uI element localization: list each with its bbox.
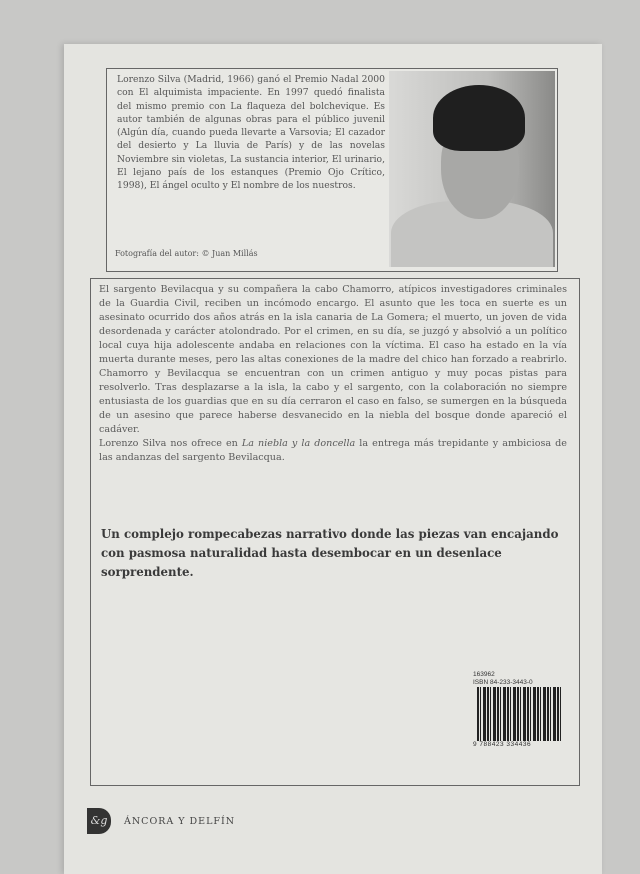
- author-bio: Lorenzo Silva (Madrid, 1966) ganó el Premio Nadal 2000 con El alquimista impaciente. En 1997 quedó finalista del mismo premio con La flaqueza del bolchevique. Es autor también de algunas obras para el público juvenil (Algún día, cuando pueda llevarte a Varsovia; El cazador del desierto y La lluvia de París) y de las novelas Noviembre sin violetas, La sustancia interior, El urinario, El lejano país de los estanques (Premio Ojo Crítico, 1998), El ángel oculto y El nombre de los nuestros.: [117, 74, 385, 192]
- synopsis-paragraph-2-start: Lorenzo Silva nos ofrece en: [99, 438, 242, 449]
- product-code: 163962: [473, 671, 495, 678]
- barcode-digits: 9 788423 334436: [473, 741, 532, 748]
- synopsis: [99, 283, 567, 465]
- synopsis-box: [90, 278, 580, 786]
- tagline: Un complejo rompecabezas narrativo donde las piezas van encajando con pasmosa naturalidad hasta desembocar en un desenlace sorprendente.: [101, 527, 559, 579]
- publisher-logo: &g: [87, 808, 111, 834]
- photo-credit: Fotografía del autor: © Juan Millás: [115, 249, 258, 258]
- book-title: La niebla y la doncella: [241, 438, 356, 449]
- publisher-name: ÁNCORA Y DELFÍN: [124, 816, 236, 827]
- author-box: [106, 68, 558, 272]
- author-hair: [433, 85, 525, 151]
- synopsis-paragraph-1: El sargento Bevilacqua y su compañera la cabo Chamorro, atípicos investigadores criminales de la Guardia Civil, reciben un incómodo encargo. El asunto que les toca en suerte es un asesinato ocurrido dos años atrás en la isla canaria de La Gomera; el muerto, un joven de vida desordenada y carácter atolondrado. Por el crimen, en su día, se juzgó y absolvió a un político local cuya hija adolescente andaba en relaciones con la víctima. El caso ha estado en la vía muerta durante meses, pero las altas conexiones de la madre del chico han forzado a reabrirlo. Chamorro y Bevilacqua se encuentran con un crimen antiguo y muy pocas pistas para resolverlo. Tras desplazarse a la isla, la cabo y el sargento, con la colaboración no siempre entusiasta de los guardias que en su día cerraron el caso en falso, se sumergen en la búsqueda de un asesino que parece haberse desvanecido en la niebla del bosque donde apareció el cadáver.: [99, 284, 567, 435]
- isbn: ISBN 84-233-3443-0: [473, 679, 533, 686]
- author-photo: [389, 71, 555, 267]
- barcode-bars: [477, 687, 561, 741]
- synopsis-paragraph-2-end: la entrega más trepidante y ambiciosa de las andanzas del sargento Bevilacqua.: [99, 438, 567, 463]
- barcode: [473, 671, 569, 748]
